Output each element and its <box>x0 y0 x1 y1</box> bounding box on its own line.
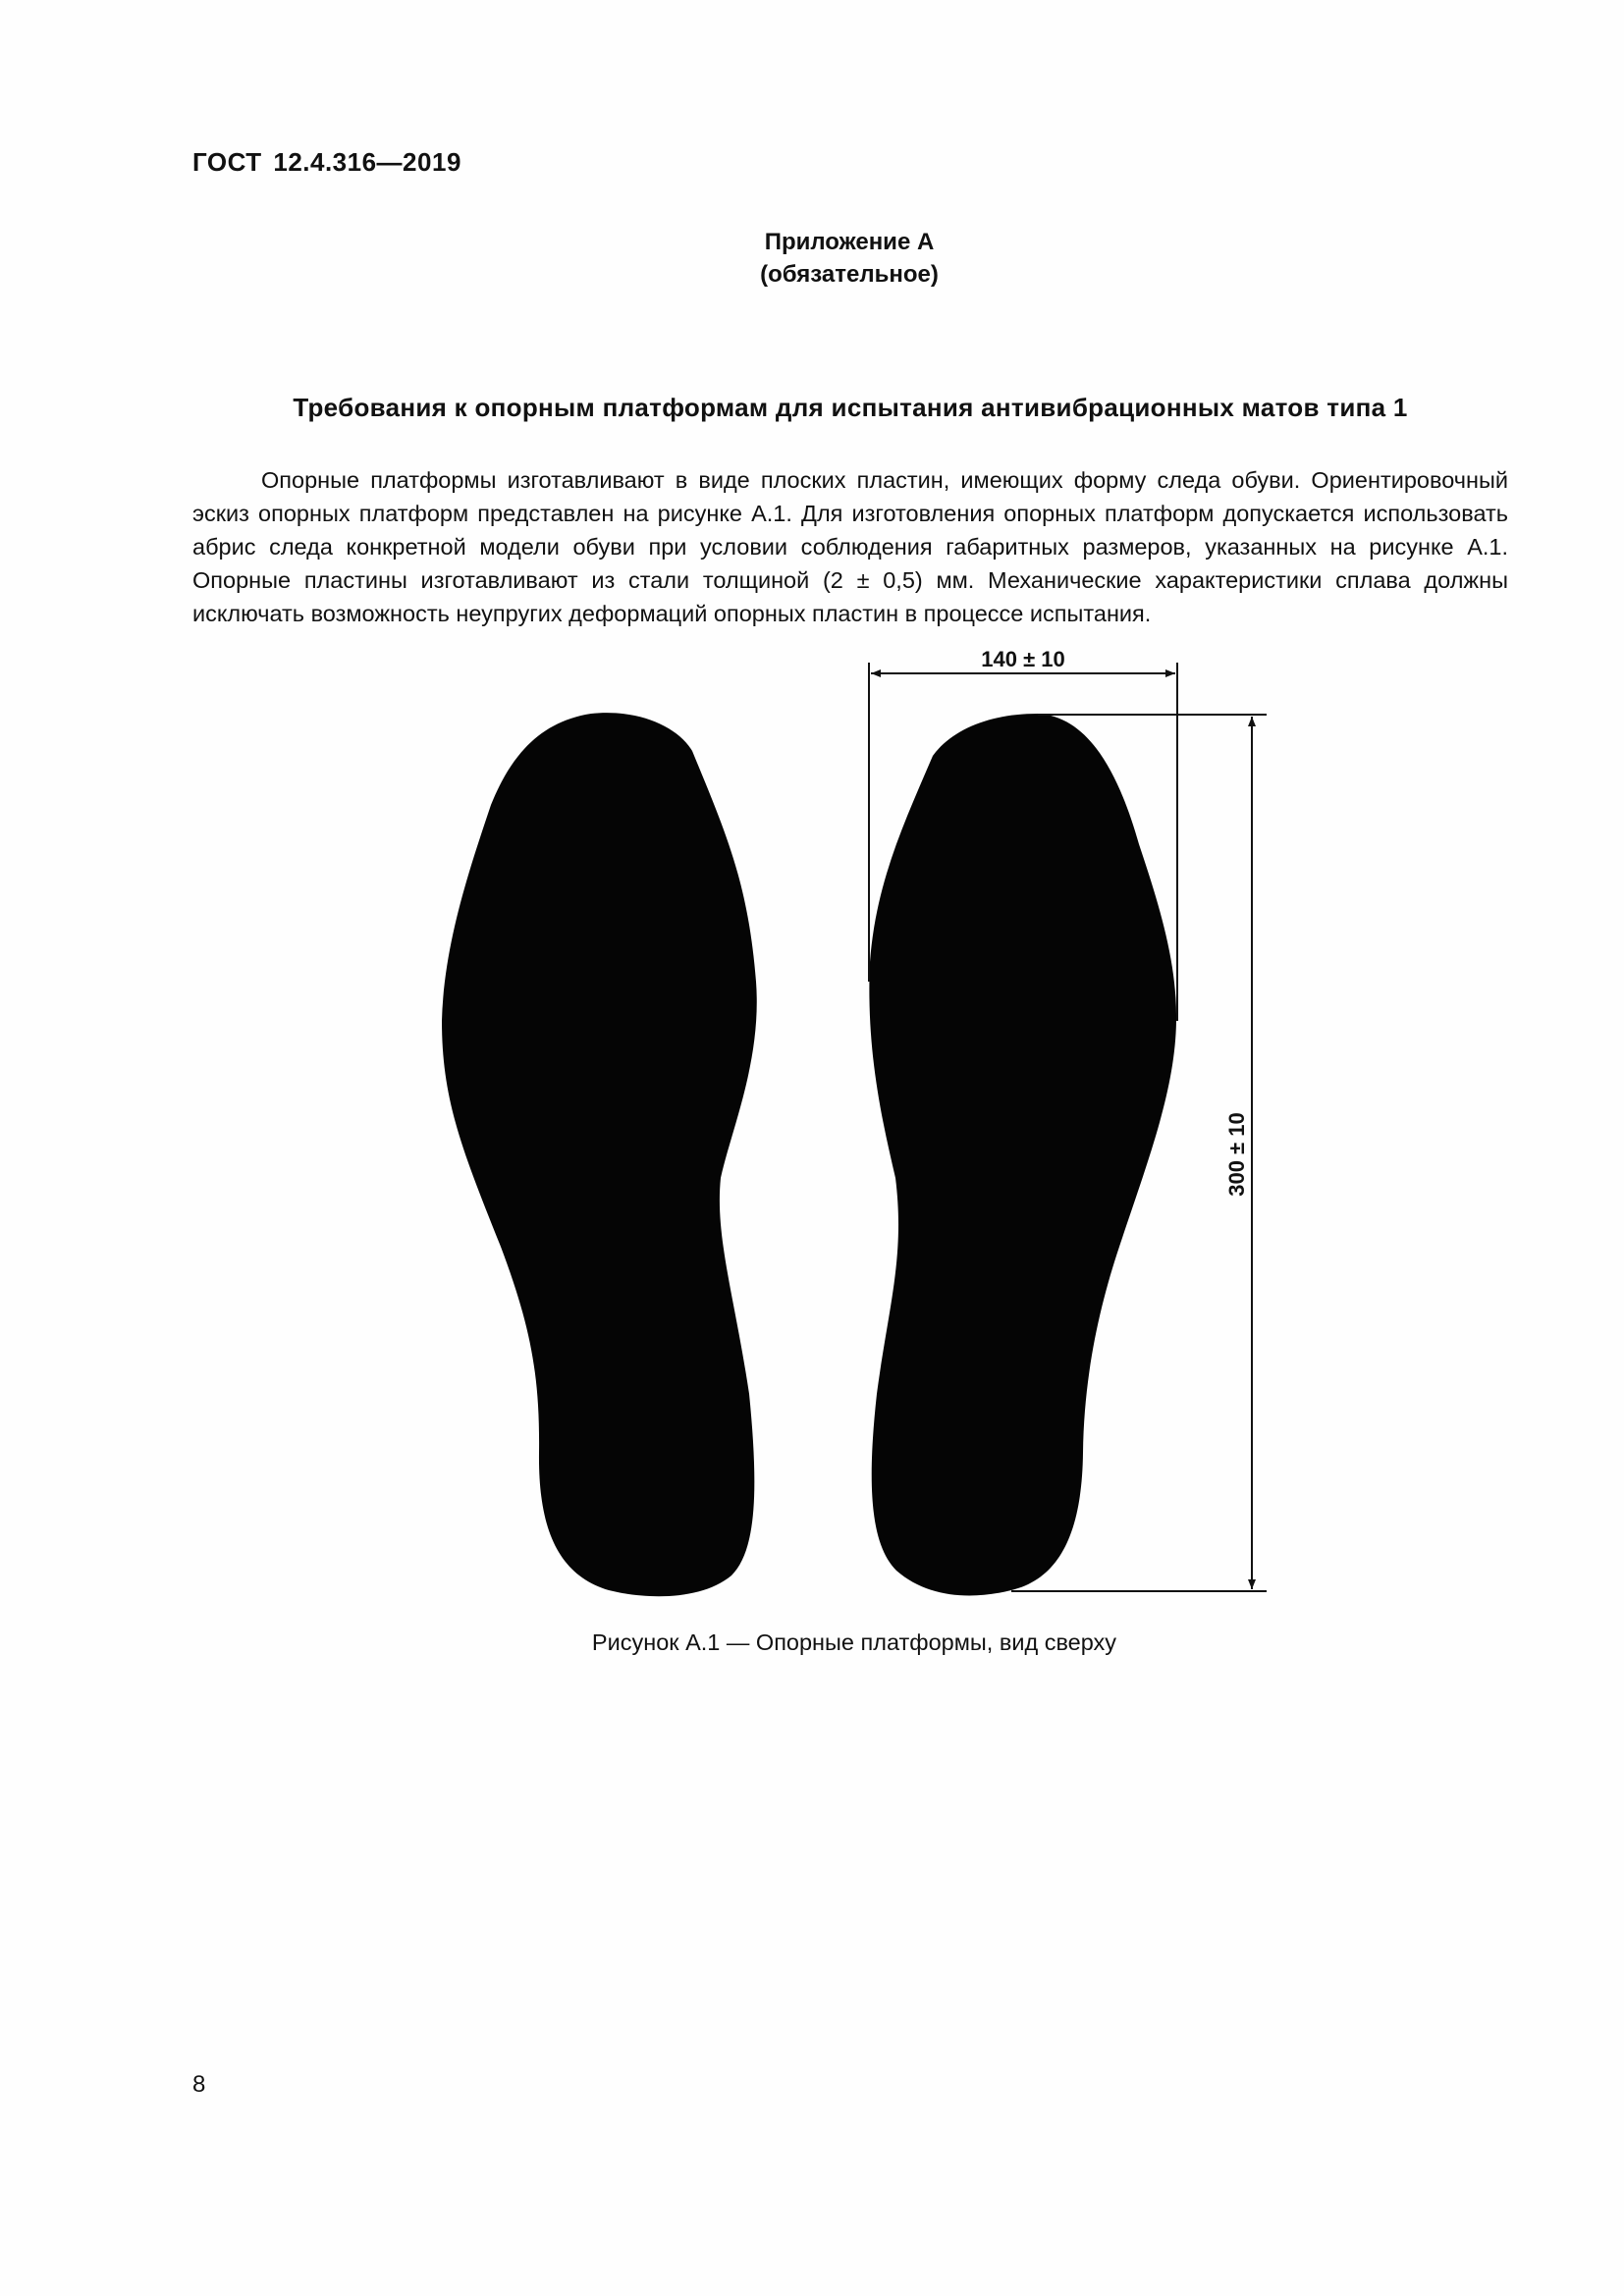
section-title: Требования к опорным платформам для испытания антивибрационных матов типа 1 <box>293 393 1408 422</box>
length-dimension-label: 300 ± 10 <box>1224 1112 1249 1197</box>
figure-caption: Рисунок А.1 — Опорные платформы, вид сверху <box>591 1629 1117 1655</box>
appendix-title: Приложение А <box>764 229 935 255</box>
width-dimension-label: 140 ± 10 <box>981 647 1065 671</box>
right-sole-platform <box>869 714 1176 1595</box>
body-paragraph: Опорные платформы изготавливают в виде плоских пластин, имеющих форму следа обуви. Ориентировочный эскиз опорных платформ представлен на рисунке А.1. Для изготовления опорных платформ допускается использовать абрис следа конкретной модели обуви при условии соблюдения габаритных размеров, указанных на рисунке А.1. Опорные пластины изготавливают из стали толщиной (2 ± 0,5) мм. Механические характеристики сплава должны исключать возможность неупругих деформаций опорных пластин в процессе испытания. <box>192 467 1508 626</box>
standard-designation: ГОСТ 12.4.316—2019 <box>192 147 461 177</box>
page-number: 8 <box>192 2071 206 2098</box>
appendix-status: (обязательное) <box>760 261 939 288</box>
left-sole-platform <box>442 713 757 1596</box>
